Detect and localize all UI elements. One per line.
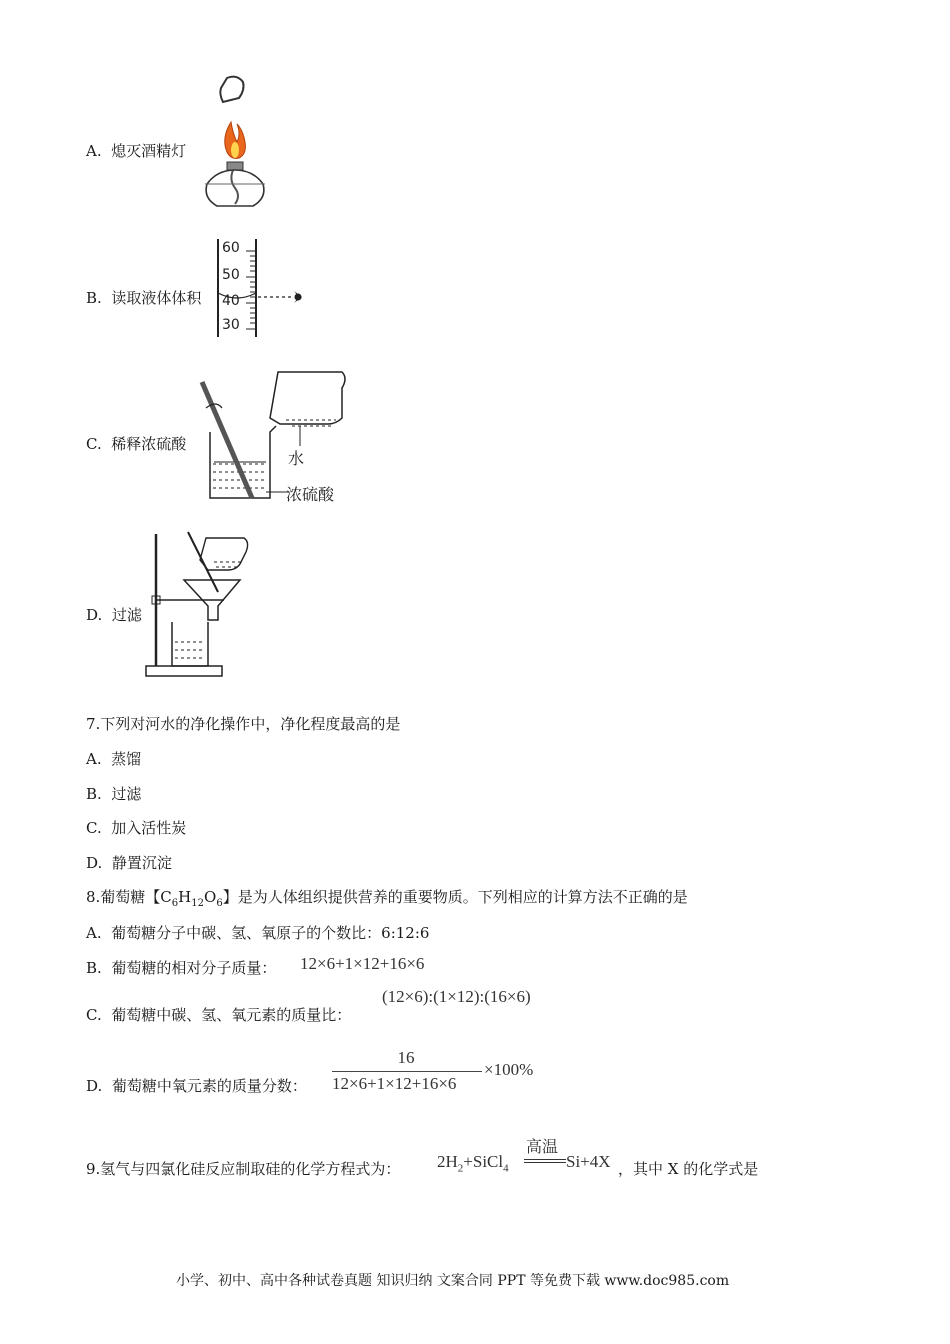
option-text: 熄灭酒精灯 bbox=[111, 142, 187, 160]
option-letter: B. bbox=[86, 289, 102, 307]
option-letter: B. bbox=[86, 785, 102, 803]
q7-option-b bbox=[86, 783, 141, 804]
eq-lhs2-sub: 4 bbox=[503, 1162, 509, 1175]
option-text: 读取液体体积 bbox=[111, 289, 202, 307]
q8-c-expression: (12×6):(1×12):(16×6) bbox=[382, 987, 531, 1006]
q7-option-d bbox=[86, 852, 172, 873]
formula-c-sub: 6 bbox=[171, 898, 179, 909]
eq-lhs1-sub: 2 bbox=[457, 1162, 464, 1175]
option-text: 过滤 bbox=[111, 606, 142, 624]
q8-b-expression: 12×6+1×12+16×6 bbox=[300, 954, 425, 973]
eq-rhs: Si+4X bbox=[566, 1152, 611, 1171]
q9-stem: 9.氢气与四氯化硅反应制取硅的化学方程式为： bbox=[86, 1160, 401, 1178]
formula-h-sub: 12 bbox=[191, 898, 204, 909]
q6-option-b bbox=[86, 287, 201, 308]
option-letter: A. bbox=[86, 924, 102, 942]
option-text: 葡萄糖中碳、氢、氧元素的质量比： bbox=[111, 1006, 352, 1024]
option-letter: D. bbox=[86, 854, 103, 872]
option-text: 静置沉淀 bbox=[111, 854, 172, 872]
q8-option-b bbox=[86, 957, 276, 978]
option-letter: A. bbox=[86, 142, 102, 160]
fraction-bar bbox=[332, 1071, 482, 1072]
q9-tail: ，其中 X 的化学式是 bbox=[618, 1160, 759, 1178]
option-letter: B. bbox=[86, 959, 102, 977]
q8-option-a bbox=[86, 922, 429, 943]
formula-o-sub: 6 bbox=[216, 898, 223, 909]
water-label: 水 bbox=[288, 449, 305, 468]
dilution-figure bbox=[196, 368, 356, 508]
q7-stem: 7.下列对河水的净化操作中，净化程度最高的是 bbox=[86, 715, 401, 733]
scale-label-50: 50 bbox=[222, 267, 240, 283]
q8-d-numerator: 16 bbox=[397, 1048, 415, 1067]
page-footer: 小学、初中、高中各种试卷真题 知识归纳 文案合同 PPT 等免费下载 www.doc985.com bbox=[176, 1273, 730, 1289]
q8-stem-suffix: 】是为人体组织提供营养的重要物质。下列相应的计算方法不正确的是 bbox=[222, 888, 688, 906]
graduated-cylinder-figure bbox=[212, 237, 322, 339]
q8-d-suffix: ×100% bbox=[484, 1060, 534, 1079]
eq-sign-line-1 bbox=[524, 1159, 566, 1160]
q6-option-d bbox=[86, 604, 142, 625]
q6-option-c bbox=[86, 433, 186, 454]
option-text: 葡萄糖的相对分子质量： bbox=[111, 959, 277, 977]
option-text: 蒸馏 bbox=[111, 750, 142, 768]
scale-label-30: 30 bbox=[222, 317, 240, 333]
option-letter: D. bbox=[86, 1077, 103, 1095]
eq-plus: +SiCl bbox=[463, 1152, 504, 1171]
eq-lhs1: 2H bbox=[437, 1152, 458, 1171]
acid-label: 浓硫酸 bbox=[286, 485, 335, 504]
option-letter: C. bbox=[86, 435, 102, 453]
alcohol-lamp-figure bbox=[195, 72, 265, 212]
option-text: 稀释浓硫酸 bbox=[111, 435, 187, 453]
q8-stem-prefix: 8.葡萄糖【C bbox=[86, 888, 172, 906]
option-text: 葡萄糖中氧元素的质量分数： bbox=[111, 1077, 307, 1095]
q7-option-c bbox=[86, 817, 186, 838]
formula-o: O bbox=[204, 888, 217, 906]
q8-option-c bbox=[86, 1004, 351, 1025]
scale-label-40: 40 bbox=[222, 293, 240, 309]
option-letter: C. bbox=[86, 819, 102, 837]
option-letter: A. bbox=[86, 750, 102, 768]
eq-sign-line-2 bbox=[524, 1162, 566, 1163]
option-letter: D. bbox=[86, 606, 103, 624]
q9-equation bbox=[437, 1152, 509, 1174]
filtration-figure bbox=[144, 530, 254, 678]
option-text: 加入活性炭 bbox=[111, 819, 187, 837]
option-letter: C. bbox=[86, 1006, 102, 1024]
q7-option-a bbox=[86, 748, 141, 769]
formula-h: H bbox=[178, 888, 192, 906]
q8-stem bbox=[86, 886, 688, 909]
option-text: 葡萄糖分子中碳、氢、氧原子的个数比：6:12:6 bbox=[111, 924, 430, 942]
q6-option-a bbox=[86, 140, 186, 161]
option-text: 过滤 bbox=[111, 785, 142, 803]
q8-option-d bbox=[86, 1075, 307, 1096]
eq-condition: 高温 bbox=[526, 1137, 559, 1156]
scale-label-60: 60 bbox=[222, 240, 240, 256]
q8-d-denominator: 12×6+1×12+16×6 bbox=[332, 1074, 457, 1093]
